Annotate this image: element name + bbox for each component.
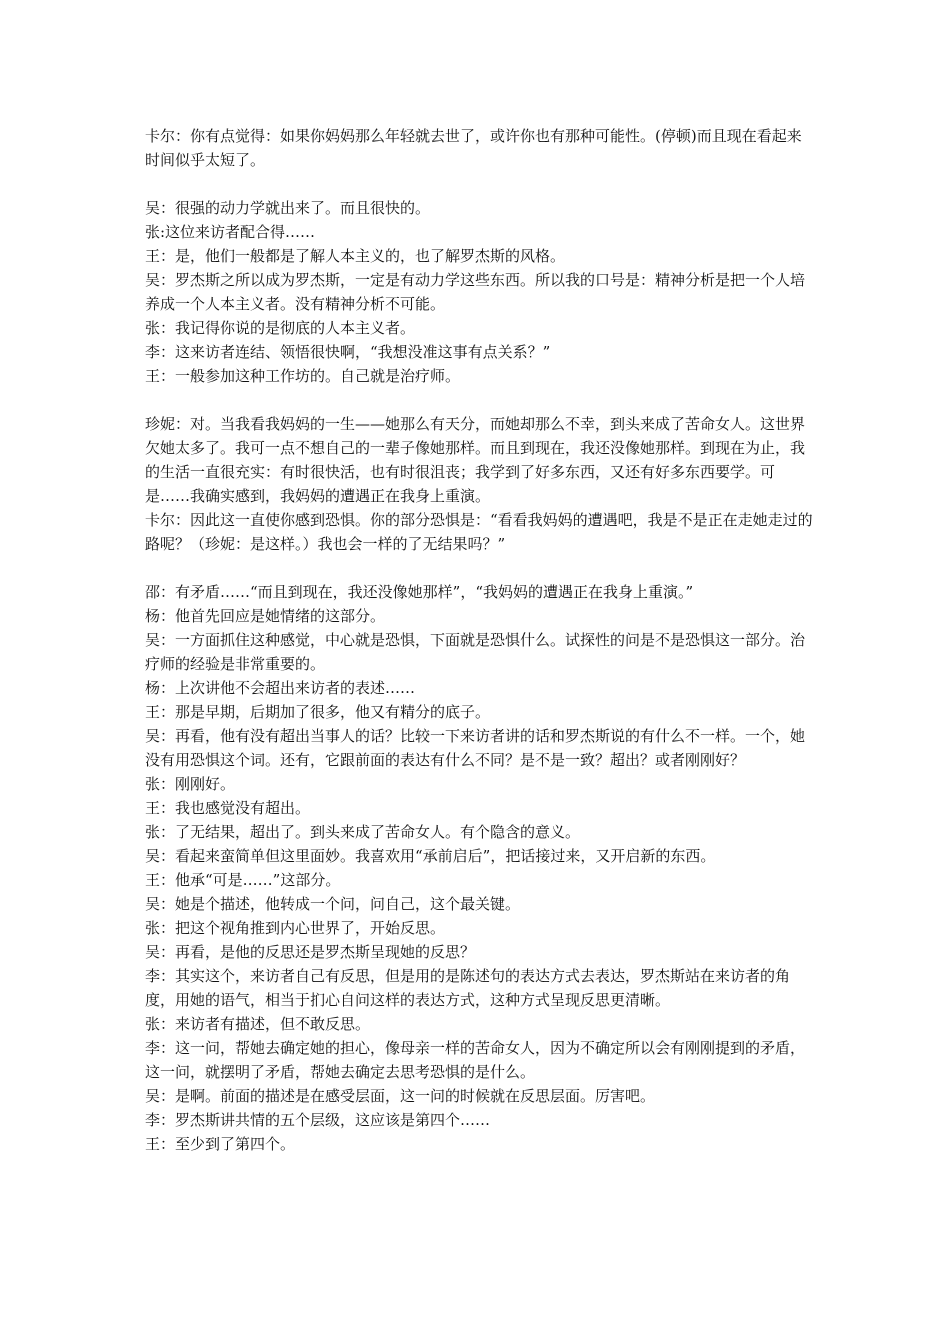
paragraph-wu-6: 吴：她是个描述，他转成一个问，问自己，这个最关键。 [145, 895, 521, 913]
paragraph-wang-1: 王：是，他们一般都是了解人本主义的，也了解罗杰斯的风格。 [145, 247, 566, 265]
paragraph-wu-8: 吴：是啊。前面的描述是在感受层面，这一问的时候就在反思层面。厉害吧。 [145, 1087, 656, 1105]
paragraph-wu-7: 吴：再看，是他的反思还是罗杰斯呈现她的反思？ [145, 943, 476, 961]
paragraph-karl-2: 卡尔：因此这一直使你感到恐惧。你的部分恐惧是：“看看我妈妈的遭遇吧，我是不是正在走她走过的路呢？（珍妮：是这样。）我也会一样的了无结果吗？” [145, 511, 813, 553]
paragraph-karl-1: 卡尔：你有点觉得：如果你妈妈那么年轻就去世了，或许你也有那种可能性。(停顿)而且现在看起来时间似乎太短了。 [145, 127, 802, 169]
paragraph-li-2: 李：其实这个，来访者自己有反思，但是用的是陈述句的表达方式去表达，罗杰斯站在来访者的角度，用她的语气，相当于扪心自问这样的表达方式，这种方式呈现反思更清晰。 [145, 967, 791, 1009]
paragraph-wang-4: 王：我也感觉没有超出。 [145, 799, 311, 817]
paragraph-wu-3: 吴：一方面抓住这种感觉，中心就是恐惧，下面就是恐惧什么。试探性的问是不是恐惧这一部分。治疗师的经验是非常重要的。 [145, 631, 806, 673]
paragraph-wang-3: 王：那是早期，后期加了很多，他又有精分的底子。 [145, 703, 491, 721]
paragraph-wang-6: 王：至少到了第四个。 [145, 1135, 296, 1153]
paragraph-zhang-2: 张：我记得你说的是彻底的人本主义者。 [145, 319, 416, 337]
paragraph-yang-2: 杨：上次讲他不会超出来访者的表述…… [145, 679, 416, 697]
paragraph-li-3: 李：这一问，帮她去确定她的担心，像母亲一样的苦命女人，因为不确定所以会有刚刚提到的矛盾，这一问，就摆明了矛盾，帮她去确定去思考恐惧的是什么。 [145, 1039, 806, 1081]
paragraph-wang-2: 王：一般参加这种工作坊的。自己就是治疗师。 [145, 367, 461, 385]
paragraph-zhang-6: 张：来访者有描述，但不敢反思。 [145, 1015, 371, 1033]
paragraph-li-1: 李：这来访者连结、领悟很快啊，“我想没准这事有点关系？” [145, 343, 551, 361]
paragraph-yang-1: 杨：他首先回应是她情绪的这部分。 [145, 607, 386, 625]
paragraph-jenny-1: 珍妮：对。当我看我妈妈的一生——她那么有天分，而她却那么不幸，到头来成了苦命女人。这世界欠她太多了。我可一点不想自己的一辈子像她那样。而且到现在，我还没像她那样。到现在为止，我的生活一直很充实：有时很快活，也有时很沮丧；我学到了好多东西，又还有好多东西要学。可是……我确实感到，我妈妈的遭遇正在我身上重演。 [145, 415, 806, 505]
paragraph-wu-5: 吴：看起来蛮简单但这里面妙。我喜欢用“承前启后”，把话接过来，又开启新的东西。 [145, 847, 716, 865]
paragraph-gap [145, 556, 815, 580]
paragraph-gap [145, 388, 815, 412]
paragraph-wu-4: 吴：再看，他有没有超出当事人的话？比较一下来访者讲的话和罗杰斯说的有什么不一样。一个，她没有用恐惧这个词。还有，它跟前面的表达有什么不同？是不是一致？超出？或者刚刚好？ [145, 727, 806, 769]
paragraph-wang-5: 王：他承“可是……”这部分。 [145, 871, 341, 889]
paragraph-li-4: 李：罗杰斯讲共情的五个层级，这应该是第四个…… [145, 1111, 491, 1129]
paragraph-zhang-4: 张：了无结果，超出了。到头来成了苦命女人。有个隐含的意义。 [145, 823, 581, 841]
paragraph-wu-1: 吴：很强的动力学就出来了。而且很快的。 [145, 199, 431, 217]
paragraph-shao-1: 邵：有矛盾……“而且到现在，我还没像她那样”，“我妈妈的遭遇正在我身上重演。” [145, 583, 694, 601]
paragraph-zhang-3: 张：刚刚好。 [145, 775, 236, 793]
paragraph-wu-2: 吴：罗杰斯之所以成为罗杰斯，一定是有动力学这些东西。所以我的口号是：精神分析是把一个人培养成一个人本主义者。没有精神分析不可能。 [145, 271, 806, 313]
transcript-body [145, 124, 815, 1156]
paragraph-zhang-5: 张：把这个视角推到内心世界了，开始反思。 [145, 919, 446, 937]
paragraph-gap [145, 172, 815, 196]
paragraph-zhang-1: 张:这位来访者配合得…… [145, 223, 316, 241]
